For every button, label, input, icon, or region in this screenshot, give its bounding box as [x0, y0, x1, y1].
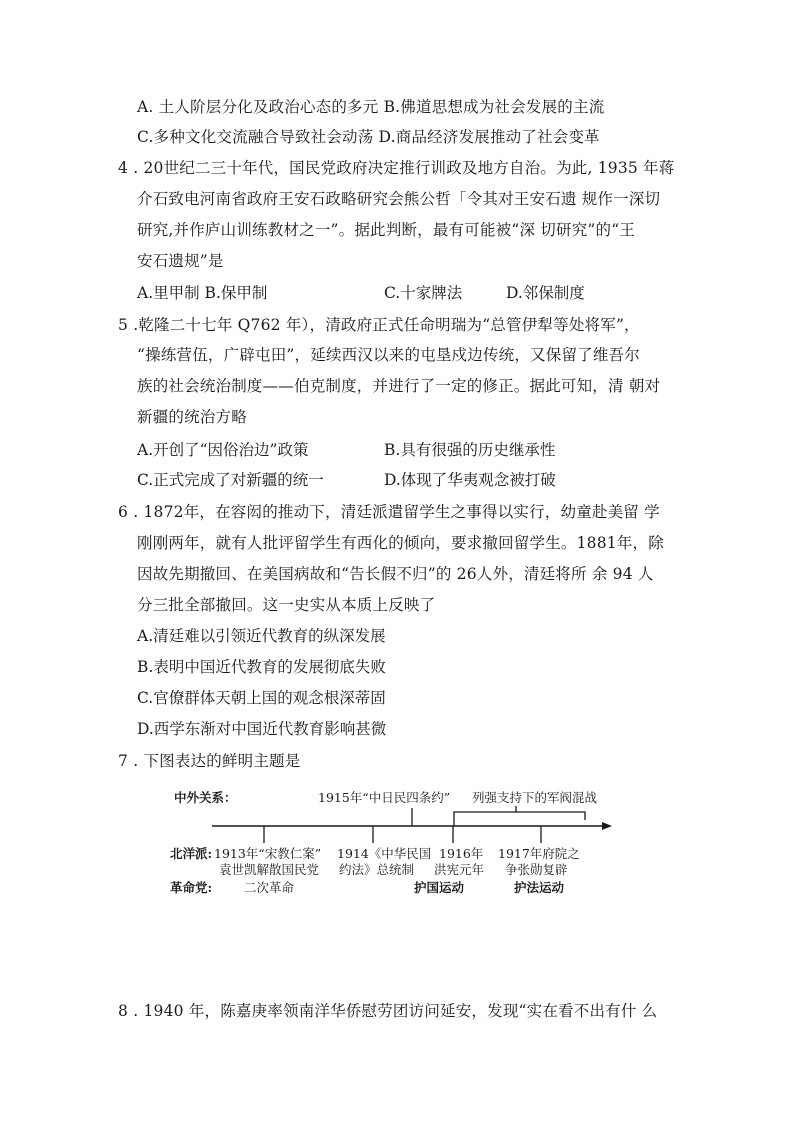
q3-options-line1: A. 土人阶层分化及政治心态的多元 B.佛道思想成为社会发展的主流	[137, 98, 605, 116]
timeline-1913-line1: 1913年“宋教仁案”	[214, 846, 322, 861]
timeline-foreign-label: 中外关系：	[174, 790, 237, 805]
timeline-hufa: 护法运动	[514, 880, 565, 895]
timeline-1914-line2: 约法》总统制	[339, 862, 415, 877]
q6-stem-line3: 因故先期撤回、在美国病故和“告长假不归”的 26人外，清廷将所 余 94 人	[137, 565, 654, 583]
q4-stem-line4: 安石遗规”是	[137, 252, 224, 270]
q4-stem-line3: 研究,并作庐山训练教材之一”。据此判断，最有可能被“深 切研究”的“王	[137, 221, 636, 239]
q5-stem-line1: 5 .乾隆二十七年 Q762 年），清政府正式任命明瑞为“总管伊犁等处将军”，	[118, 316, 640, 334]
q6-stem-line1: 6 . 1872年，在容闳的推动下，清廷派遣留学生之事得以实行，幼童赴美留 学	[118, 503, 660, 521]
timeline-second-revolution: 二次革命	[244, 880, 295, 895]
warlord-bracket	[454, 812, 585, 826]
q5-stem-line2: “操练营伍，广辟屯田”，延续西汉以来的屯垦戍边传统，又保留了维吾尔	[137, 346, 640, 364]
q4-option-c: C.十家牌法	[384, 284, 463, 302]
q5-option-d: D.体现了华夷观念被打破	[384, 471, 556, 489]
q8-stem-line1: 8 . 1940 年，陈嘉庚率领南洋华侨慰劳团访问延安，发现“实在看不出有什 么	[118, 1002, 658, 1020]
timeline-1916-line1: 1916年	[439, 846, 484, 861]
q6-option-a: A.清廷难以引领近代教育的纵深发展	[137, 627, 386, 645]
q4-stem-line2: 介石致电河南省政府王安石政略研究会熊公哲「令其对王安石遗 规作一深切	[137, 190, 661, 208]
q7-stem: 7 . 下图表达的鲜明主题是	[118, 752, 301, 770]
q4-option-ab: A.里甲制 B.保甲制	[137, 284, 268, 302]
q6-stem-line2: 刚刚两年，就有人批评留学生有西化的倾向，要求撤回留学生。1881年，除	[137, 534, 664, 552]
timeline-1917-line1: 1917年府院之	[498, 846, 580, 861]
q5-stem-line4: 新疆的统治方略	[137, 408, 247, 426]
timeline-huguo: 护国运动	[414, 880, 465, 895]
q3-options-line2: C.多种文化交流融合导致社会动荡 D.商品经济发展推动了社会变革	[137, 128, 600, 146]
timeline-event-1915: 1915年“中日民四条约”	[318, 790, 451, 805]
q6-option-c: C.官僚群体天朝上国的观念根深蒂固	[137, 689, 386, 707]
timeline-1914-line1: 1914《中华民国	[337, 846, 432, 861]
timeline-event-warlord: 列强支持下的军阀混战	[472, 790, 598, 805]
q5-option-a: A.开创了“因俗治边”政策	[137, 441, 309, 459]
timeline-beiyang-label: 北洋派:	[170, 846, 213, 861]
timeline-geming-label: 革命党:	[170, 880, 213, 895]
timeline-1917-line2: 争张勋复辟	[505, 862, 568, 877]
timeline-arrow-icon	[602, 822, 612, 830]
q6-option-d: D.西学东渐对中国近代教育影响甚微	[137, 720, 387, 738]
q5-option-b: B.具有很强的历史继承性	[384, 441, 556, 459]
q6-stem-line4: 分三批全部撤回。这一史实从本质上反映了	[137, 596, 436, 614]
q5-option-c: C.正式完成了对新疆的统一	[137, 471, 324, 489]
q6-option-b: B.表明中国近代教育的发展彻底失败	[137, 658, 386, 676]
q5-stem-line3: 族的社会统治制度——伯克制度，并进行了一定的修正。据此可知，清 朝对	[137, 377, 661, 395]
timeline-1913-line2: 袁世凯解散国民党	[219, 862, 320, 877]
timeline-1916-line2: 洪宪元年	[434, 862, 485, 877]
q4-stem-line1: 4 . 20世纪二三十年代，国民党政府决定推行训政及地方自治。为此, 1935 年蒋	[118, 159, 675, 177]
q4-option-d: D.邻保制度	[506, 284, 585, 302]
